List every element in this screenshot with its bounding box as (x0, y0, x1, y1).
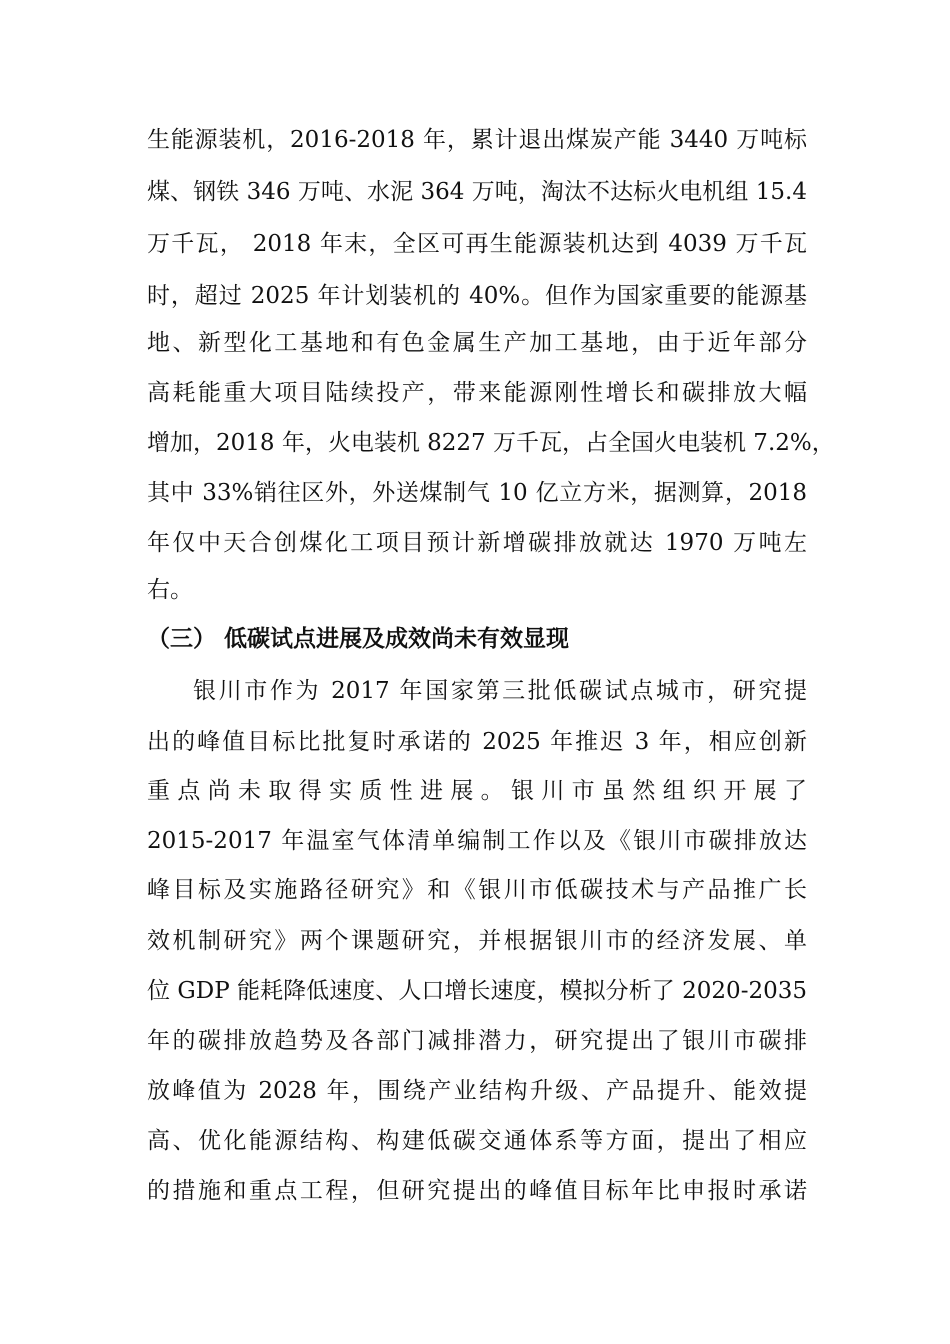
paragraph-line: 的措施和重点工程，但研究提出的峰值目标年比申报时承诺 (147, 1178, 807, 1204)
paragraph-line: 峰目标及实施路径研究》和《银川市低碳技术与产品推广长 (147, 877, 807, 903)
paragraph-line: 银川市作为 2017 年国家第三批低碳试点城市，研究提 (193, 678, 807, 704)
paragraph-line: 高耗能重大项目陆续投产，带来能源刚性增长和碳排放大幅 (147, 380, 807, 406)
paragraph-line: 重点尚未取得实质性进展。银川市虽然组织开展了 (147, 778, 807, 804)
paragraph-line: 生能源装机，2016-2018 年，累计退出煤炭产能 3440 万吨标 (147, 127, 807, 153)
paragraph-line: 位 GDP 能耗降低速度、人口增长速度，模拟分析了 2020-2035 (147, 978, 807, 1004)
paragraph-line: 时，超过 2025 年计划装机的 40%。但作为国家重要的能源基 (147, 283, 807, 309)
paragraph-line: 其中 33%销往区外，外送煤制气 10 亿立方米，据测算，2018 (147, 480, 807, 506)
paragraph-line: 地、新型化工基地和有色金属生产加工基地，由于近年部分 (147, 330, 807, 356)
paragraph-line: 增加，2018 年，火电装机 8227 万千瓦，占全国火电装机 7.2%， (147, 430, 835, 456)
paragraph-line: 2015-2017 年温室气体清单编制工作以及《银川市碳排放达 (147, 828, 807, 854)
paragraph-line: 右。 (147, 577, 193, 603)
paragraph-line: 万千瓦， 2018 年末，全区可再生能源装机达到 4039 万千瓦 (147, 231, 807, 257)
paragraph-line: 高、优化能源结构、构建低碳交通体系等方面，提出了相应 (147, 1128, 807, 1154)
paragraph-line: 年仅中天合创煤化工项目预计新增碳排放就达 1970 万吨左 (147, 530, 807, 556)
paragraph-line: 放峰值为 2028 年，围绕产业结构升级、产品提升、能效提 (147, 1078, 807, 1104)
paragraph-line: 效机制研究》两个课题研究，并根据银川市的经济发展、单 (147, 928, 807, 954)
paragraph-line: 出的峰值目标比批复时承诺的 2025 年推迟 3 年，相应创新 (147, 729, 807, 755)
section-heading: （三） 低碳试点进展及成效尚未有效显现 (147, 626, 570, 652)
paragraph-line: 年的碳排放趋势及各部门减排潜力，研究提出了银川市碳排 (147, 1028, 807, 1054)
paragraph-line: 煤、钢铁 346 万吨、水泥 364 万吨，淘汰不达标火电机组 15.4 (147, 179, 807, 205)
